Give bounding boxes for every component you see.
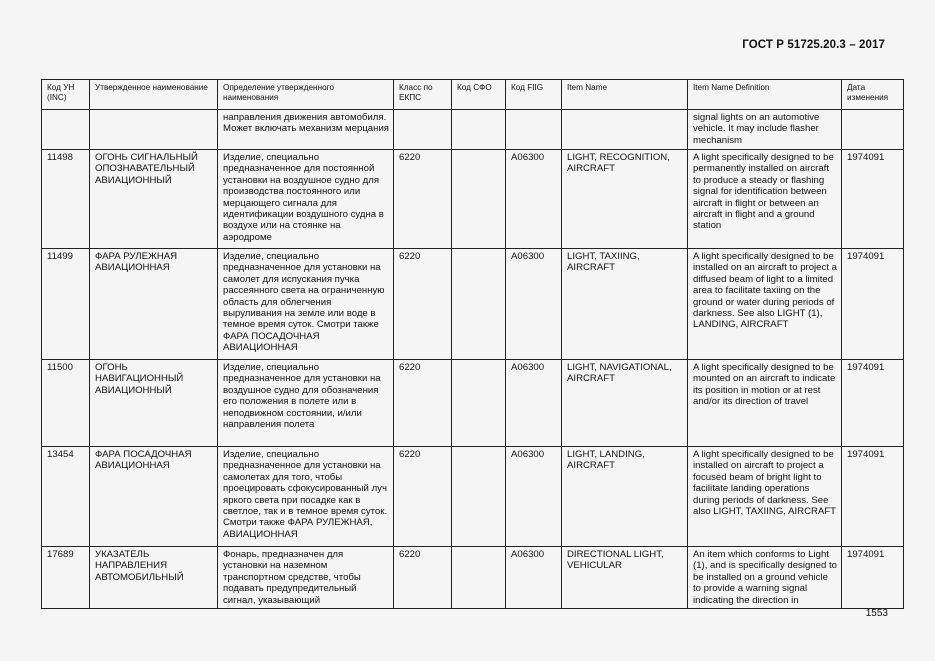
- col-header-date: Дата изменения: [842, 80, 904, 110]
- cell-item-name: LIGHT, NAVIGATIONAL, AIRCRAFT: [562, 360, 688, 447]
- col-header-sfo: Код СФО: [452, 80, 506, 110]
- cell-code: 11500: [42, 360, 90, 447]
- cell-code: [42, 110, 90, 150]
- cell-definition-ru: Изделие, специально предназначенное для установки на самолетах для того, чтобы проецировать сфокусированный луч яркого света при посадке как в светлое, так и в темное время суток. Смотри также ФАРА РУЛЕЖНАЯ, АВИАЦИОННАЯ: [218, 447, 394, 547]
- table-row: [42, 150, 904, 249]
- cell-date: 1974091: [842, 447, 904, 547]
- col-header-code: Код УН (INC): [42, 80, 90, 110]
- cell-definition-ru: Изделие, специально предназначенное для постоянной установки на воздушное судно для производства постоянного или мерцающего сигнала для идентификации воздушного судна в воздухе или на стоянке на аэродроме: [218, 150, 394, 249]
- cell-definition-ru: Изделие, специально предназначенное для установки на самолет для испускания пучка рассеянного света на ограниченную область для облегчения выруливания на земле или воде в темное время суток. Смотри также ФАРА ПОСАДОЧНАЯ АВИАЦИОННАЯ: [218, 249, 394, 360]
- cell-item-definition: A light specifically designed to be installed on aircraft to project a focused beam of bright light to facilitate landing operations during periods of darkness. See also LIGHT, TAXIING, AIRCRAFT: [688, 447, 842, 547]
- cell-fiig: A06300: [506, 447, 562, 547]
- cell-date: 1974091: [842, 360, 904, 447]
- cell-fiig: A06300: [506, 547, 562, 609]
- cell-class: 6220: [394, 360, 452, 447]
- cell-item-name: DIRECTIONAL LIGHT, VEHICULAR: [562, 547, 688, 609]
- table-row: [42, 360, 904, 447]
- cell-code: 11498: [42, 150, 90, 249]
- cell-name-ru: УКАЗАТЕЛЬ НАПРАВЛЕНИЯ АВТОМОБИЛЬНЫЙ: [90, 547, 218, 609]
- cell-name-ru: ОГОНЬ СИГНАЛЬНЫЙ ОПОЗНАВАТЕЛЬНЫЙ АВИАЦИОННЫЙ: [90, 150, 218, 249]
- cell-item-name: [562, 110, 688, 150]
- cell-name-ru: [90, 110, 218, 150]
- table-row: [42, 447, 904, 547]
- cell-item-name: LIGHT, LANDING, AIRCRAFT: [562, 447, 688, 547]
- cell-fiig: A06300: [506, 249, 562, 360]
- cell-item-definition: A light specifically designed to be installed on an aircraft to project a diffused beam of light to a limited area to facilitate taxiing on the ground or water during periods of darkness. See also LIGHT (1), LANDING, AIRCRAFT: [688, 249, 842, 360]
- cell-item-definition: A light specifically designed to be permanently installed on aircraft to produce a steady or flashing signal for identification between aircraft in flight or between an aircraft in flight and a ground station: [688, 150, 842, 249]
- cell-date: [842, 110, 904, 150]
- cell-definition-ru: направления движения автомобиля. Может включать механизм мерцания: [218, 110, 394, 150]
- cell-name-ru: ФАРА ПОСАДОЧНАЯ АВИАЦИОННАЯ: [90, 447, 218, 547]
- catalog-table: [41, 79, 904, 609]
- col-header-item-definition: Item Name Definition: [688, 80, 842, 110]
- cell-item-definition: signal lights on an automotive vehicle. It may include flasher mechanism: [688, 110, 842, 150]
- col-header-fiig: Код FIIG: [506, 80, 562, 110]
- table-header-row: [42, 80, 904, 110]
- table-row: [42, 547, 904, 609]
- cell-code: 11499: [42, 249, 90, 360]
- cell-class: [394, 110, 452, 150]
- cell-sfo: [452, 150, 506, 249]
- cell-fiig: [506, 110, 562, 150]
- cell-name-ru: ФАРА РУЛЕЖНАЯ АВИАЦИОННАЯ: [90, 249, 218, 360]
- cell-class: 6220: [394, 447, 452, 547]
- col-header-definition-ru: Определение утвержденного наименования: [218, 80, 394, 110]
- cell-date: 1974091: [842, 249, 904, 360]
- page-number: 1553: [865, 608, 888, 619]
- cell-sfo: [452, 249, 506, 360]
- table-row: [42, 249, 904, 360]
- cell-sfo: [452, 110, 506, 150]
- cell-date: 1974091: [842, 547, 904, 609]
- table-row: [42, 110, 904, 150]
- cell-definition-ru: Изделие, специально предназначенное для установки на воздушное судно для обозначения его положения в полете или в неподвижном состоянии, и/или направления полета: [218, 360, 394, 447]
- cell-code: 13454: [42, 447, 90, 547]
- cell-item-name: LIGHT, TAXIING, AIRCRAFT: [562, 249, 688, 360]
- cell-definition-ru: Фонарь, предназначен для установки на наземном транспортном средстве, чтобы подавать предупредительный сигнал, указывающий: [218, 547, 394, 609]
- col-header-name-ru: Утвержденное наименование: [90, 80, 218, 110]
- cell-item-definition: A light specifically designed to be mounted on an aircraft to indicate its position in motion or at rest and/or its direction of travel: [688, 360, 842, 447]
- cell-fiig: A06300: [506, 360, 562, 447]
- cell-code: 17689: [42, 547, 90, 609]
- cell-date: 1974091: [842, 150, 904, 249]
- col-header-item-name: Item Name: [562, 80, 688, 110]
- cell-name-ru: ОГОНЬ НАВИГАЦИОННЫЙ АВИАЦИОННЫЙ: [90, 360, 218, 447]
- cell-class: 6220: [394, 547, 452, 609]
- cell-item-name: LIGHT, RECOGNITION, AIRCRAFT: [562, 150, 688, 249]
- cell-sfo: [452, 360, 506, 447]
- cell-sfo: [452, 547, 506, 609]
- cell-sfo: [452, 447, 506, 547]
- cell-fiig: A06300: [506, 150, 562, 249]
- col-header-class: Класс по ЕКПС: [394, 80, 452, 110]
- cell-class: 6220: [394, 150, 452, 249]
- cell-class: 6220: [394, 249, 452, 360]
- cell-item-definition: An item which conforms to Light (1), and is specifically designed to be installed on a ground vehicle to provide a warning signal indicating the direction in: [688, 547, 842, 609]
- document-code: ГОСТ Р 51725.20.3 – 2017: [742, 39, 885, 51]
